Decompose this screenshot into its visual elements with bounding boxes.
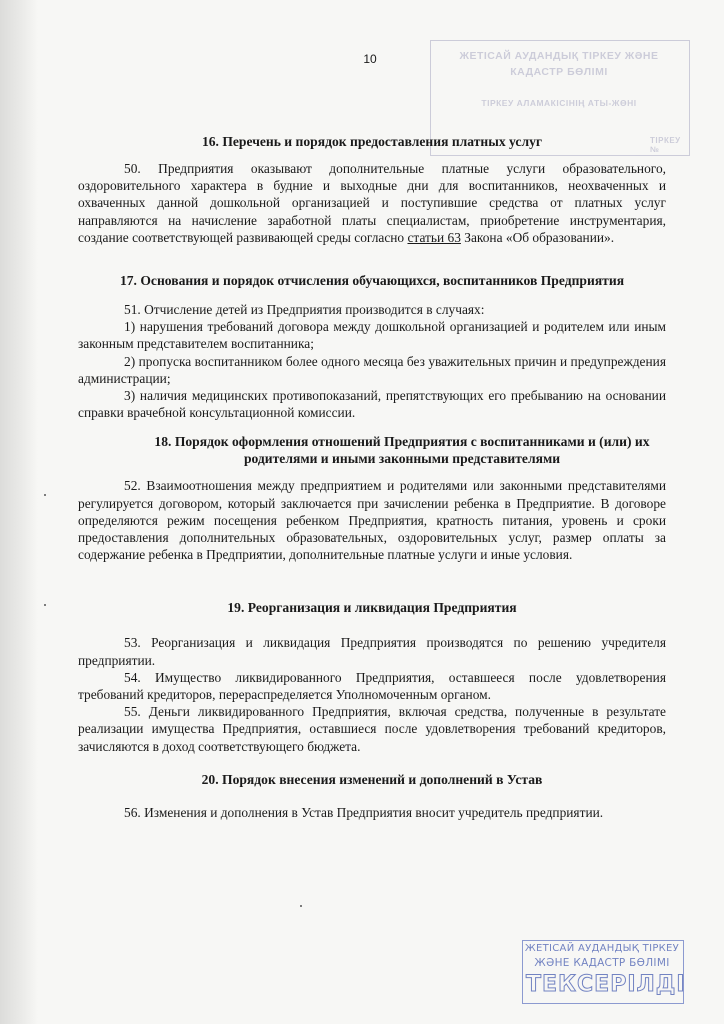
list-item-3: 3) наличия медицинских противопоказаний, препятствующих его пребыванию на основании справки врачебной консультационной комиссии. <box>78 388 666 421</box>
paragraph-56: 56. Изменения и дополнения в Устав Предприятия вносит учредитель предприятии. <box>124 804 604 820</box>
scan-speck <box>300 905 302 907</box>
scan-speck <box>44 604 46 606</box>
section-18-title: 18. Порядок оформления отношений Предприятия с воспитанниками и (или) их родителями и иными законными представителями <box>154 434 650 467</box>
list-item-2: 2) пропуска воспитанником более одного месяца без уважительных причин и предупреждения администрации; <box>78 353 666 386</box>
paragraph-55: 55. Деньги ликвидированного Предприятия, включая средства, полученные в результате реализации имущества Предприятия, оставшиеся после удовлетворения требований кредиторов, зачисляются в доход соответствующего бюджета. <box>78 704 666 754</box>
paragraph-54: 54. Имущество ликвидированного Предприятия, оставшееся после удовлетворения требований кредиторов, перераспределяется Уполномоченным органом. <box>78 669 666 703</box>
paragraph-50-text: 50. Предприятия оказывают дополнительные платные услуги образовательного, оздоровительного характера в будние и выходные дни для воспитанников, неохваченных и охваченных данной дошкольной организацией и поступившие средства от платных услуг направляются на начисление заработной платы специалистам, приобретение инструментария, создание соответствующей развивающей среды согласно <box>78 161 666 245</box>
stamp-line: ТІРКЕУ № <box>650 136 681 154</box>
law-article-link[interactable]: статьи 63 <box>407 229 461 245</box>
stamp-line: ЖЕТІСАЙ АУДАНДЫҚ ТІРКЕУ ЖӘНЕ <box>459 50 659 62</box>
section-16-title: 16. Перечень и порядок предоставления платных услуг <box>201 134 543 149</box>
stamp-line: КАДАСТР БӨЛІМІ <box>510 66 608 78</box>
paragraph-50 <box>78 160 666 246</box>
page-number: 10 <box>363 52 377 66</box>
scan-speck <box>44 494 46 496</box>
paragraph-52: 52. Взаимоотношения между предприятием и родителями или законными представителями регулируется договором, который заключается при зачислении ребенка в Предприятие. В договоре определяются режим посещения ребенком Предприятия, кратность питания, уровень и сроки предоставления дополнительных образовательных, оздоровительных услуг, размер оплаты за содержание ребенка в Предприятии, дополнительные платные услуги и иные условия. <box>78 478 666 563</box>
paragraph-51: 51. Отчисление детей из Предприятия производится в случаях: <box>124 302 485 318</box>
stamp-line: ЖЕТІСАЙ АУДАНДЫҚ ТІРКЕУ <box>524 943 680 954</box>
stamp-verified-text: ТЕКСЕРІЛДІ <box>526 972 686 997</box>
section-19-title: 19. Реорганизация и ликвидация Предприятия <box>227 600 517 616</box>
document-body <box>78 130 666 821</box>
paragraph-53: 53. Реорганизация и ликвидация Предприятия производятся по решению учредителя предприятии. <box>78 635 666 668</box>
stamp-line: ЖӘНЕ КАДАСТР БӨЛІМІ <box>534 957 670 969</box>
list-item-1: 1) нарушения требований договора между дошкольной организацией и родителем или иным законным представителем воспитанника; <box>78 319 666 352</box>
verified-stamp <box>522 940 684 1004</box>
stamp-line: ТІРКЕУ АЛАМАКІСІНІҢ АТЫ-ЖӨНІ <box>481 98 637 108</box>
paragraph-50-end: Закона «Об образовании». <box>460 229 615 245</box>
scan-shadow <box>0 0 38 1024</box>
section-20-title: 20. Порядок внесения изменений и дополнений в Устав <box>201 771 543 787</box>
section-17-title: 17. Основания и порядок отчисления обучающихся, воспитанников Предприятия <box>119 273 625 289</box>
